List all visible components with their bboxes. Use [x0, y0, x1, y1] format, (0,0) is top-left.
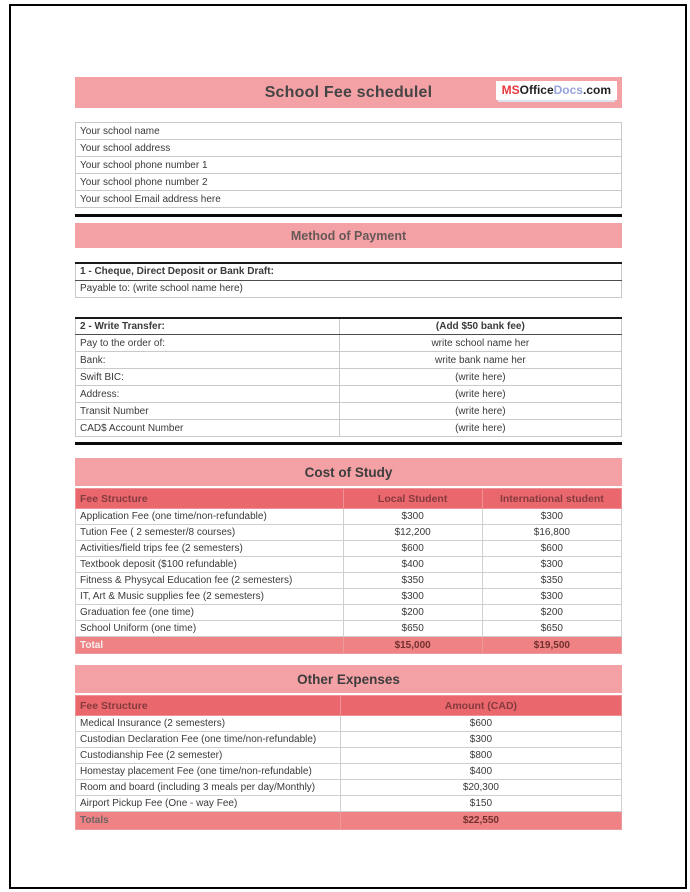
wire-row-value: (write here) [339, 403, 621, 420]
international-amount-cell: $600 [482, 541, 621, 557]
school-phone2-field: Your school phone number 2 [76, 174, 622, 191]
table-row [76, 780, 622, 796]
wire-row-value: (write here) [339, 386, 621, 403]
cheque-heading: 1 - Cheque, Direct Deposit or Bank Draft: [76, 263, 622, 280]
school-name-field: Your school name [76, 123, 622, 140]
fee-structure-cell: Custodian Declaration Fee (one time/non-refundable) [76, 732, 341, 748]
table-row [76, 541, 622, 557]
table-row [76, 191, 622, 208]
amount-cell: $150 [340, 796, 621, 812]
local-amount-cell: $600 [343, 541, 482, 557]
local-amount-cell: $350 [343, 573, 482, 589]
document-body [75, 77, 622, 830]
table-row [76, 796, 622, 812]
table-row [76, 318, 622, 335]
amount-cell: $600 [340, 716, 621, 732]
section-title: Method of Payment [290, 228, 407, 243]
local-student-header: Local Student [343, 489, 482, 509]
school-address-field: Your school address [76, 140, 622, 157]
other-expenses-table [75, 695, 622, 830]
table-row [76, 716, 622, 732]
international-amount-cell: $200 [482, 605, 621, 621]
totals-amount-value: $22,550 [340, 812, 621, 830]
amount-cell: $400 [340, 764, 621, 780]
table-row [76, 369, 622, 386]
school-phone1-field: Your school phone number 1 [76, 157, 622, 174]
local-amount-cell: $12,200 [343, 525, 482, 541]
cost-of-study-banner [75, 458, 622, 486]
title-banner [75, 77, 622, 108]
school-info-table [75, 122, 622, 208]
fee-structure-cell: IT, Art & Music supplies fee (2 semesters) [76, 589, 344, 605]
total-row [76, 637, 622, 654]
international-amount-cell: $300 [482, 589, 621, 605]
fee-structure-cell: Fitness & Physycal Education fee (2 semesters) [76, 573, 344, 589]
wire-row-label: CAD$ Account Number [76, 420, 340, 437]
wire-row-label: Bank: [76, 352, 340, 369]
table-row [76, 140, 622, 157]
wire-row-value: (write here) [339, 369, 621, 386]
wire-row-label: Transit Number [76, 403, 340, 420]
local-amount-cell: $300 [343, 589, 482, 605]
wire-row-value: (write here) [339, 420, 621, 437]
local-amount-cell: $400 [343, 557, 482, 573]
table-row [76, 386, 622, 403]
table-row [76, 420, 622, 437]
fee-structure-header: Fee Structure [76, 489, 344, 509]
total-local-value: $15,000 [343, 637, 482, 654]
international-amount-cell: $300 [482, 557, 621, 573]
brand-logo [496, 81, 617, 100]
total-international-value: $19,500 [482, 637, 621, 654]
school-email-field: Your school Email address here [76, 191, 622, 208]
table-row [76, 621, 622, 637]
table-row [76, 174, 622, 191]
table-row [76, 123, 622, 140]
fee-structure-cell: Airport Pickup Fee (One - way Fee) [76, 796, 341, 812]
section-title: Other Expenses [297, 671, 400, 687]
cost-of-study-table [75, 488, 622, 654]
table-row [76, 352, 622, 369]
international-student-header: International student [482, 489, 621, 509]
table-row [76, 557, 622, 573]
fee-structure-cell: Medical Insurance (2 semesters) [76, 716, 341, 732]
section-title: Cost of Study [304, 464, 393, 480]
table-row [76, 335, 622, 352]
payable-to-field: Payable to: (write school name here) [76, 280, 622, 297]
divider-rule [75, 214, 622, 217]
fee-structure-cell: Activities/field trips fee (2 semesters) [76, 541, 344, 557]
logo-ms-text: MS [501, 83, 520, 97]
fee-structure-cell: Graduation fee (one time) [76, 605, 344, 621]
table-row [76, 573, 622, 589]
amount-cell: $20,300 [340, 780, 621, 796]
fee-structure-cell: Homestay placement Fee (one time/non-refundable) [76, 764, 341, 780]
fee-structure-cell: Custodianship Fee (2 semester) [76, 748, 341, 764]
wire-row-label: Address: [76, 386, 340, 403]
fee-structure-cell: Textbook deposit ($100 refundable) [76, 557, 344, 573]
amount-cell: $300 [340, 732, 621, 748]
table-row [76, 764, 622, 780]
fee-structure-cell: Room and board (including 3 meals per day/Monthly) [76, 780, 341, 796]
fee-structure-cell: Application Fee (one time/non-refundable) [76, 509, 344, 525]
international-amount-cell: $350 [482, 573, 621, 589]
local-amount-cell: $300 [343, 509, 482, 525]
page-title: School Fee schedulel [264, 83, 433, 101]
table-row [76, 732, 622, 748]
wire-row-value: write school name her [339, 335, 621, 352]
wire-row-label: Pay to the order of: [76, 335, 340, 352]
international-amount-cell: $16,800 [482, 525, 621, 541]
local-amount-cell: $200 [343, 605, 482, 621]
table-row [76, 280, 622, 297]
international-amount-cell: $300 [482, 509, 621, 525]
local-amount-cell: $650 [343, 621, 482, 637]
table-row [76, 589, 622, 605]
fee-structure-cell: School Uniform (one time) [76, 621, 344, 637]
cheque-payment-table [75, 262, 622, 298]
table-row [76, 403, 622, 420]
totals-label: Totals [76, 812, 341, 830]
amount-cad-header: Amount (CAD) [340, 696, 621, 716]
method-of-payment-banner [75, 223, 622, 248]
amount-cell: $800 [340, 748, 621, 764]
logo-com-text: .com [582, 83, 611, 97]
table-row [76, 525, 622, 541]
fee-structure-cell: Tution Fee ( 2 semester/8 courses) [76, 525, 344, 541]
logo-docs-text: Docs [553, 83, 583, 97]
table-row [76, 263, 622, 280]
table-row [76, 748, 622, 764]
table-row [76, 157, 622, 174]
fee-structure-header: Fee Structure [76, 696, 341, 716]
wire-heading-note: (Add $50 bank fee) [339, 318, 621, 335]
total-label: Total [76, 637, 344, 654]
wire-row-value: write bank name her [339, 352, 621, 369]
divider-rule [75, 442, 622, 445]
total-row [76, 812, 622, 830]
table-header-row [76, 696, 622, 716]
table-row [76, 509, 622, 525]
table-row [76, 605, 622, 621]
international-amount-cell: $650 [482, 621, 621, 637]
table-header-row [76, 489, 622, 509]
wire-heading: 2 - Write Transfer: [76, 318, 340, 335]
logo-office-text: Office [519, 83, 554, 97]
wire-row-label: Swift BIC: [76, 369, 340, 386]
wire-transfer-table [75, 317, 622, 438]
other-expenses-banner [75, 665, 622, 693]
